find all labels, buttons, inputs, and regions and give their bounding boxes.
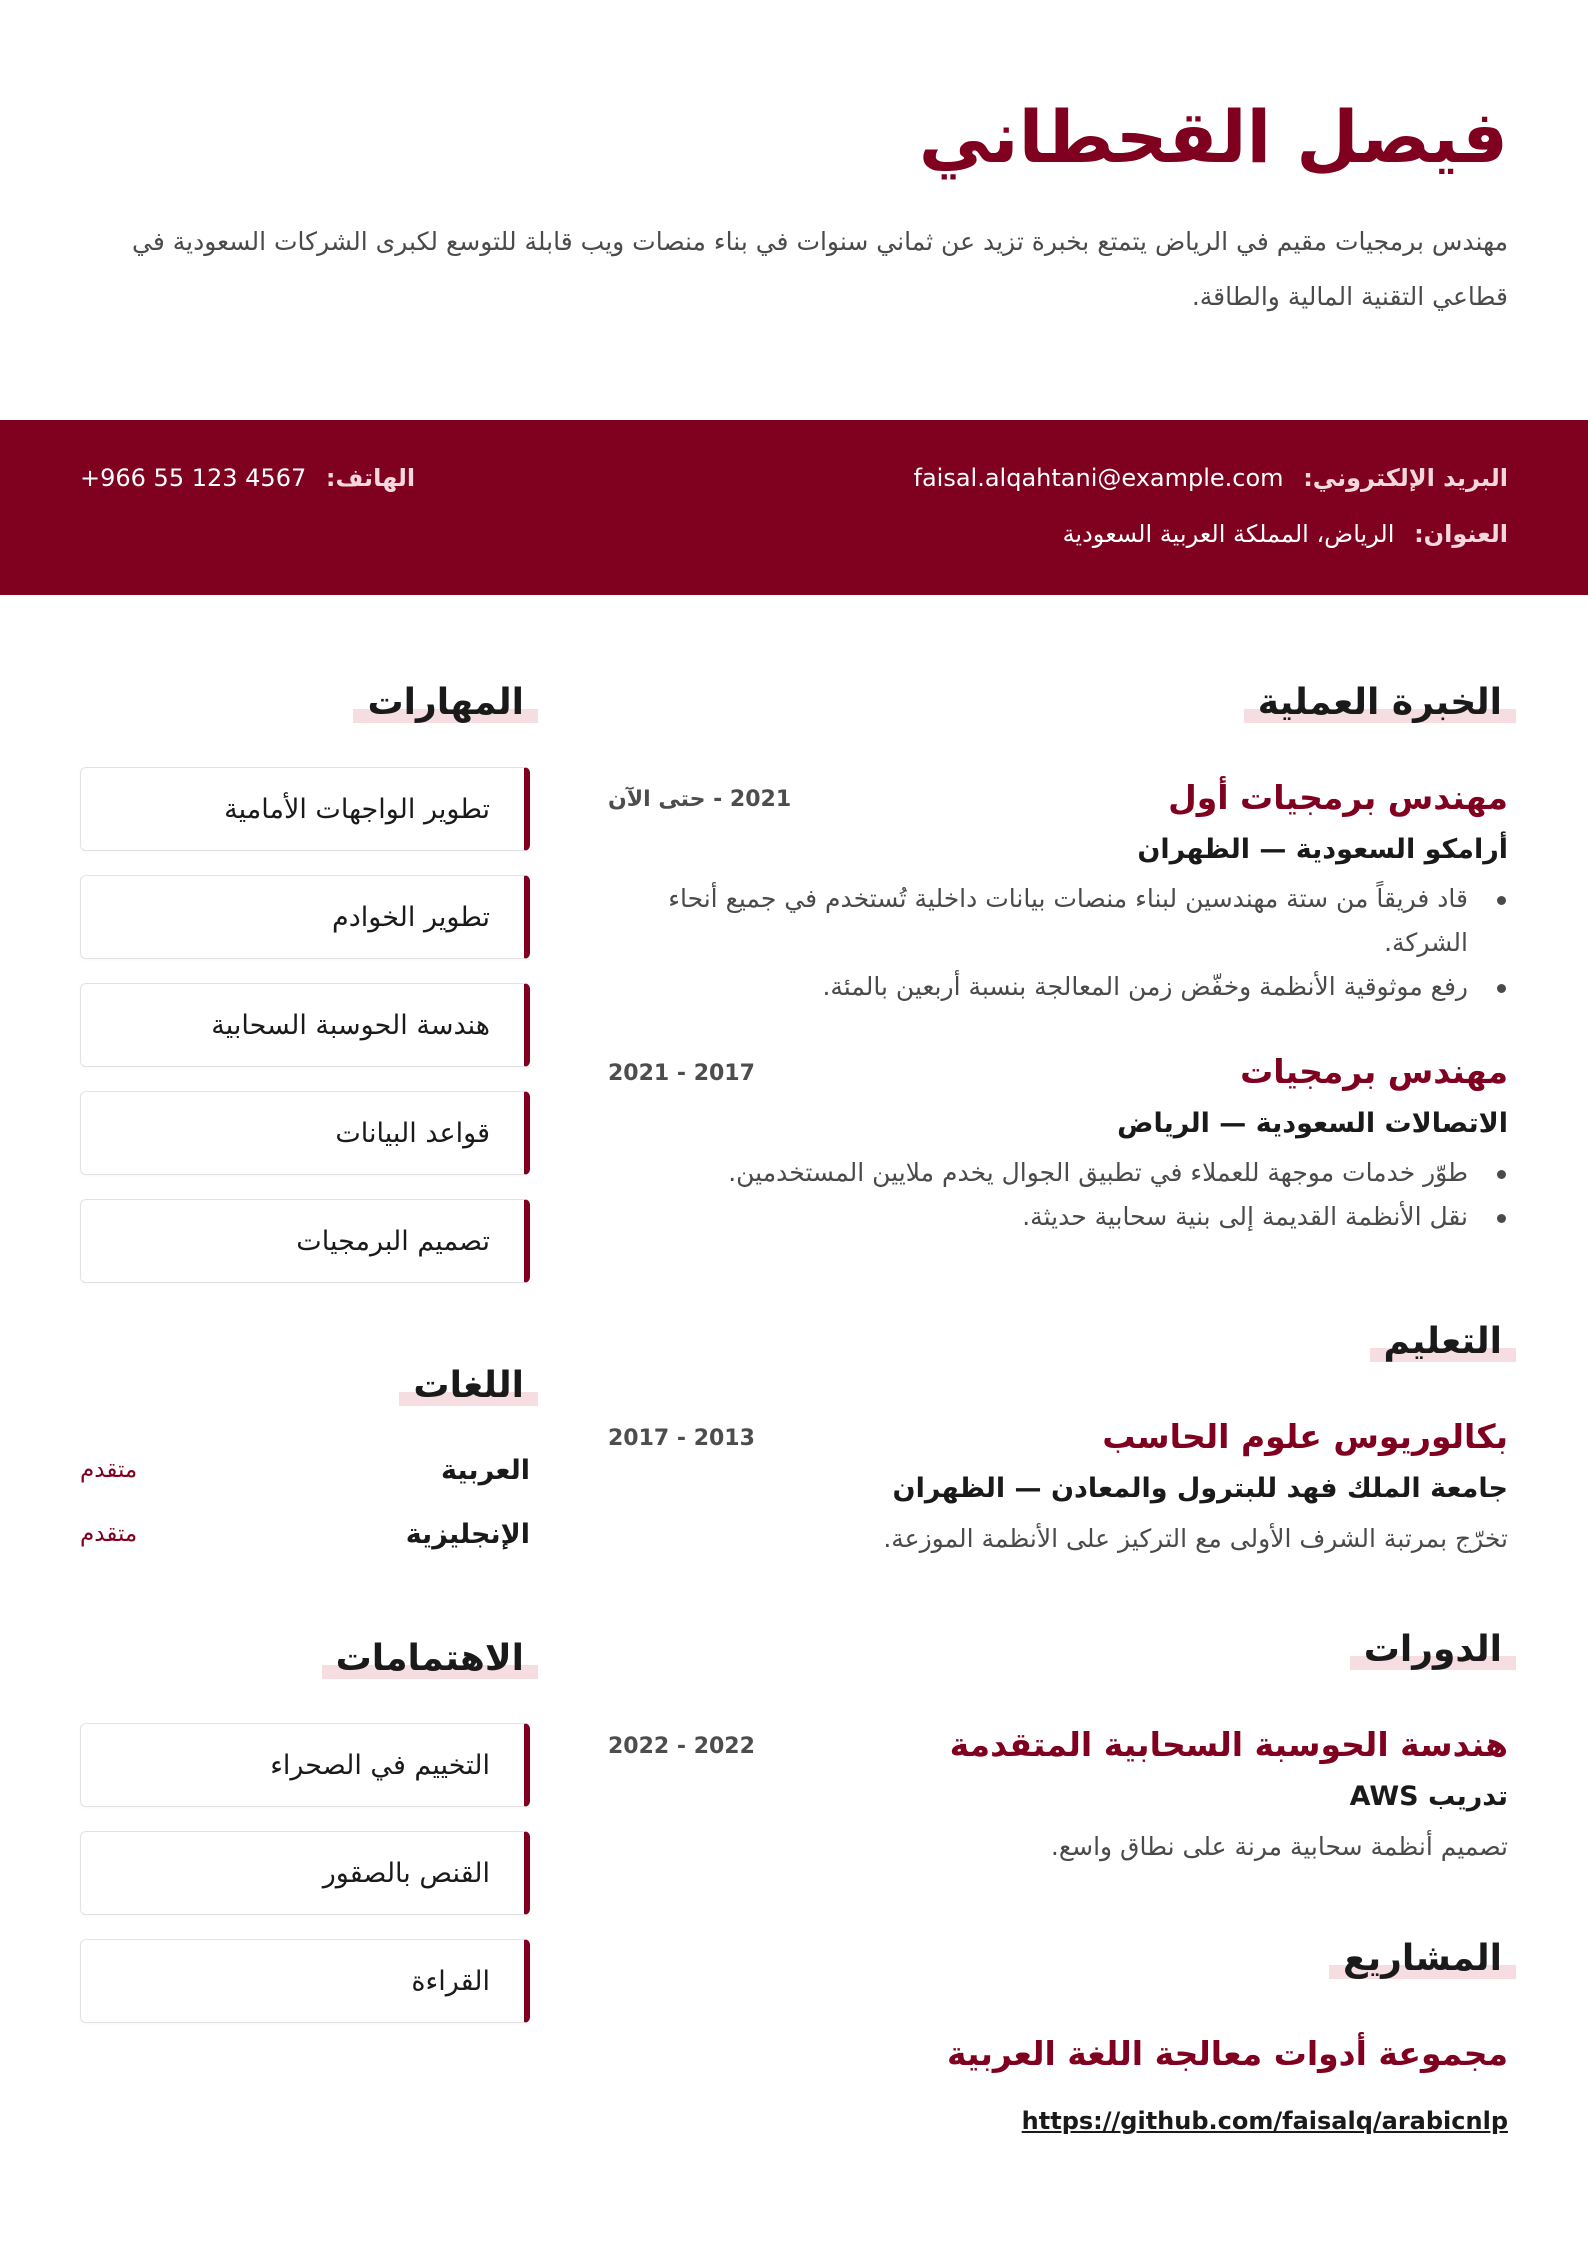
- language-row: [80, 1438, 530, 1502]
- language-level: متقدم: [80, 1521, 138, 1547]
- project-link[interactable]: https://github.com/faisalq/arabicnlp: [1021, 2107, 1508, 2136]
- phone-label: الهاتف:: [325, 464, 416, 492]
- side-column: [80, 680, 530, 2023]
- experience-entry: [608, 1051, 1508, 1239]
- job-title: مهندس برمجيات أول: [1168, 778, 1508, 817]
- skill-item: تطوير الواجهات الأمامية: [80, 767, 530, 851]
- education-date: 2013 - 2017: [608, 1425, 755, 1451]
- courses-section: [608, 1627, 1508, 1865]
- languages-section: [80, 1363, 530, 1566]
- address-label: العنوان:: [1414, 520, 1508, 548]
- section-title-interests: الاهتمامات: [330, 1636, 530, 1681]
- course-entry: [608, 1724, 1508, 1865]
- course-title: هندسة الحوسبة السحابية المتقدمة: [949, 1725, 1508, 1765]
- job-company: الاتصالات السعودية — الرياض: [1117, 1107, 1508, 1139]
- profile-summary: مهندس برمجيات مقيم في الرياض يتمتع بخبرة تزيد عن ثماني سنوات في بناء منصات ويب قابلة للتوسع لكبرى الشركات السعودية في قطاعي التقنية المالية والطاقة.: [132, 227, 1508, 312]
- interest-item: التخييم في الصحراء: [80, 1723, 530, 1807]
- section-title-courses: الدورات: [1358, 1627, 1508, 1672]
- education-section: [608, 1319, 1508, 1557]
- email-value[interactable]: faisal.alqahtani@example.com: [913, 464, 1284, 492]
- skill-item: هندسة الحوسبة السحابية: [80, 983, 530, 1067]
- resume-header: [0, 0, 1588, 324]
- address-value: الرياض، المملكة العربية السعودية: [1062, 520, 1395, 548]
- course-provider: تدريب AWS: [1349, 1781, 1508, 1813]
- job-title: مهندس برمجيات: [1240, 1051, 1508, 1091]
- job-company: أرامكو السعودية — الظهران: [1137, 833, 1508, 865]
- person-name: فيصل القحطاني: [918, 95, 1508, 179]
- section-title-languages: اللغات: [407, 1363, 530, 1408]
- phone-value[interactable]: +966 55 123 4567: [80, 464, 307, 492]
- job-bullets: [608, 877, 1508, 1009]
- education-entry: [608, 1416, 1508, 1557]
- course-date: 2022 - 2022: [608, 1734, 755, 1760]
- job-bullet: رفع موثوقية الأنظمة وخفّض زمن المعالجة بنسبة أربعين بالمئة.: [608, 965, 1468, 1009]
- interest-item: القراءة: [80, 1939, 530, 2023]
- contact-address: [1063, 520, 1508, 548]
- university-name: جامعة الملك فهد للبترول والمعادن — الظهران: [892, 1472, 1508, 1504]
- main-column: [608, 680, 1508, 2135]
- email-label: البريد الإلكتروني:: [1303, 464, 1508, 492]
- language-name: العربية: [441, 1454, 530, 1486]
- section-title-skills: المهارات: [361, 680, 530, 725]
- project-entry: [608, 2033, 1508, 2136]
- interests-section: [80, 1636, 530, 2023]
- contact-band: [0, 420, 1588, 595]
- projects-section: [608, 1936, 1508, 2136]
- job-bullet: قاد فريقاً من ستة مهندسين لبناء منصات بيانات داخلية تُستخدم في جميع أنحاء الشركة.: [608, 877, 1468, 965]
- experience-entry: [608, 777, 1508, 1009]
- interests-list: [80, 1723, 530, 2023]
- job-bullet: نقل الأنظمة القديمة إلى بنية سحابية حديثة.: [608, 1195, 1468, 1239]
- job-bullet: طوّر خدمات موجهة للعملاء في تطبيق الجوال يخدم ملايين المستخدمين.: [608, 1151, 1468, 1195]
- job-date: 2021 - حتى الآن: [608, 787, 792, 812]
- section-title-experience: الخبرة العملية: [1252, 680, 1508, 725]
- section-title-education: التعليم: [1378, 1319, 1509, 1364]
- skill-item: تصميم البرمجيات: [80, 1199, 530, 1283]
- project-title: مجموعة أدوات معالجة اللغة العربية: [947, 2033, 1508, 2073]
- skill-item: قواعد البيانات: [80, 1091, 530, 1175]
- language-level: متقدم: [80, 1457, 138, 1483]
- languages-list: [80, 1438, 530, 1566]
- experience-section: [608, 680, 1508, 1239]
- skill-item: تطوير الخوادم: [80, 875, 530, 959]
- language-row: [80, 1502, 530, 1566]
- job-bullets: [608, 1151, 1508, 1239]
- education-description: تخرّج بمرتبة الشرف الأولى مع التركيز على الأنظمة الموزعة.: [883, 1523, 1508, 1553]
- contact-email: [914, 464, 1508, 492]
- interest-item: القنص بالصقور: [80, 1831, 530, 1915]
- job-date: 2017 - 2021: [608, 1060, 755, 1086]
- skills-list: [80, 767, 530, 1283]
- degree-title: بكالوريوس علوم الحاسب: [1102, 1416, 1508, 1456]
- course-description: تصميم أنظمة سحابية مرنة على نطاق واسع.: [1050, 1832, 1508, 1862]
- section-title-projects: المشاريع: [1337, 1936, 1508, 1981]
- language-name: الإنجليزية: [405, 1518, 530, 1550]
- contact-phone: [80, 464, 415, 492]
- skills-section: [80, 680, 530, 1283]
